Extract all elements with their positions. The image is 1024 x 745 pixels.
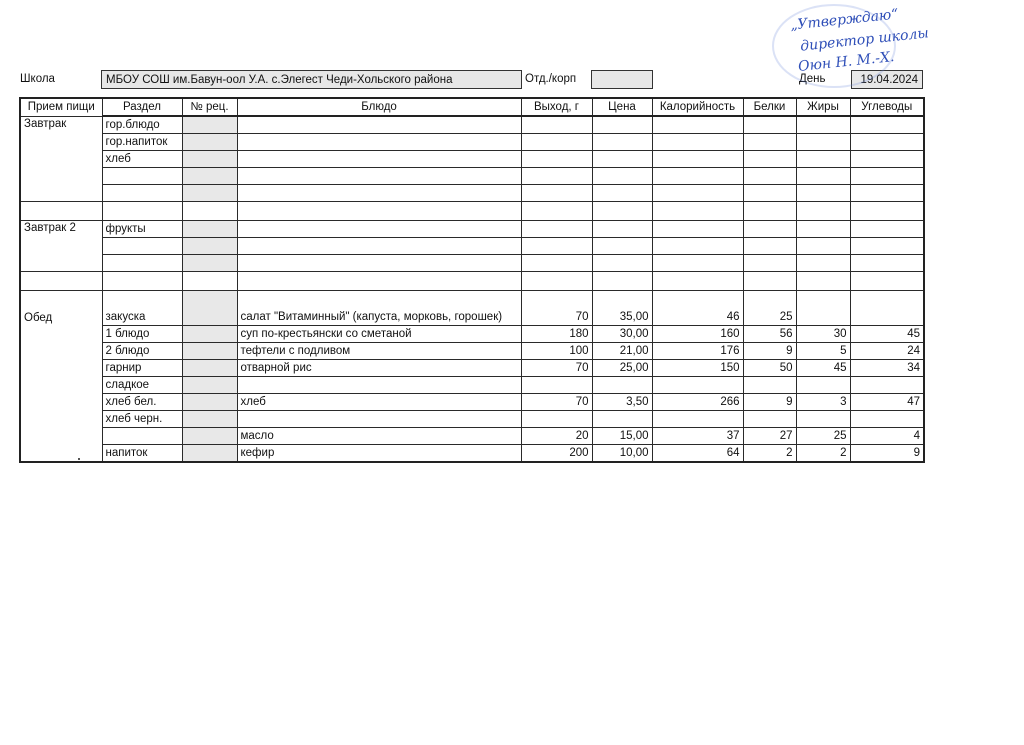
- protein-cell: 9: [743, 394, 796, 411]
- section-cell: 2 блюдо: [102, 343, 182, 360]
- section-cell: хлеб: [102, 151, 182, 168]
- table-row: [20, 168, 924, 185]
- weight-cell: 200: [521, 445, 592, 463]
- protein-cell: 25: [743, 291, 796, 326]
- table-row: [20, 428, 924, 445]
- col-meal: Прием пищи: [20, 98, 102, 116]
- protein-cell: 50: [743, 360, 796, 377]
- col-carbs: Углеводы: [850, 98, 924, 116]
- price-cell: 15,00: [592, 428, 652, 445]
- col-recipe: № рец.: [182, 98, 237, 116]
- carbs-cell: [850, 291, 924, 326]
- dish-cell: масло: [237, 428, 521, 445]
- fat-cell: 45: [796, 360, 850, 377]
- school-label: Школа: [20, 73, 55, 85]
- carbs-cell: 45: [850, 326, 924, 343]
- col-dish: Блюдо: [237, 98, 521, 116]
- meal-name: Завтрак: [20, 116, 102, 134]
- fat-cell: 25: [796, 428, 850, 445]
- kcal-cell: 150: [652, 360, 743, 377]
- section-cell: гор.напиток: [102, 134, 182, 151]
- section-cell: закуска: [102, 291, 182, 326]
- dept-field: [591, 70, 653, 89]
- table-row: [20, 291, 924, 326]
- dish-cell: тефтели с подливом: [237, 343, 521, 360]
- kcal-cell: 266: [652, 394, 743, 411]
- meal-name: Завтрак 2: [20, 221, 102, 238]
- col-weight: Выход, г: [521, 98, 592, 116]
- section-cell: напиток: [102, 445, 182, 463]
- meal-name: Обед: [20, 291, 102, 326]
- table-row: [20, 326, 924, 343]
- carbs-cell: 47: [850, 394, 924, 411]
- table-row: [20, 445, 924, 463]
- dish-cell: отварной рис: [237, 360, 521, 377]
- price-cell: 30,00: [592, 326, 652, 343]
- col-kcal: Калорийность: [652, 98, 743, 116]
- approval-signature: „Утверждаю“ директор школы Оюн Н. М.-Х.: [770, 4, 1020, 88]
- table-row: [20, 151, 924, 168]
- section-cell: хлеб бел.: [102, 394, 182, 411]
- kcal-cell: 64: [652, 445, 743, 463]
- weight-cell: 70: [521, 360, 592, 377]
- section-cell: сладкое: [102, 377, 182, 394]
- school-name-field: МБОУ СОШ им.Бавун-оол У.А. с.Элегест Чеди-Хольского района: [101, 70, 522, 89]
- day-label: День: [799, 73, 826, 85]
- kcal-cell: 176: [652, 343, 743, 360]
- fat-cell: 2: [796, 445, 850, 463]
- fat-cell: 5: [796, 343, 850, 360]
- col-section: Раздел: [102, 98, 182, 116]
- protein-cell: 27: [743, 428, 796, 445]
- table-row: [20, 238, 924, 255]
- section-cell: гор.блюдо: [102, 116, 182, 134]
- price-cell: 10,00: [592, 445, 652, 463]
- table-row: [20, 360, 924, 377]
- section-cell: гарнир: [102, 360, 182, 377]
- table-row: [20, 134, 924, 151]
- carbs-cell: 34: [850, 360, 924, 377]
- menu-table: [19, 97, 925, 463]
- day-field: 19.04.2024: [851, 70, 923, 89]
- section-cell: хлеб черн.: [102, 411, 182, 428]
- price-cell: 3,50: [592, 394, 652, 411]
- carbs-cell: 24: [850, 343, 924, 360]
- col-price: Цена: [592, 98, 652, 116]
- carbs-cell: 9: [850, 445, 924, 463]
- dish-cell: кефир: [237, 445, 521, 463]
- table-row: [20, 221, 924, 238]
- table-row: [20, 116, 924, 134]
- dish-cell: хлеб: [237, 394, 521, 411]
- weight-cell: 70: [521, 394, 592, 411]
- protein-cell: 9: [743, 343, 796, 360]
- table-header-row: [20, 98, 924, 116]
- table-row: [20, 272, 924, 291]
- section-cell: фрукты: [102, 221, 182, 238]
- table-row: [20, 202, 924, 221]
- dept-label: Отд./корп: [525, 73, 577, 85]
- price-cell: 21,00: [592, 343, 652, 360]
- fat-cell: [796, 291, 850, 326]
- table-row: [20, 255, 924, 272]
- weight-cell: 180: [521, 326, 592, 343]
- dish-cell: суп по-крестьянски со сметаной: [237, 326, 521, 343]
- weight-cell: 70: [521, 291, 592, 326]
- table-row: [20, 394, 924, 411]
- weight-cell: 100: [521, 343, 592, 360]
- price-cell: 25,00: [592, 360, 652, 377]
- table-row: [20, 411, 924, 428]
- price-cell: 35,00: [592, 291, 652, 326]
- dish-cell: салат "Витаминный" (капуста, морковь, горошек): [237, 291, 521, 326]
- fat-cell: 30: [796, 326, 850, 343]
- section-cell: 1 блюдо: [102, 326, 182, 343]
- fat-cell: 3: [796, 394, 850, 411]
- col-fat: Жиры: [796, 98, 850, 116]
- table-row: [20, 343, 924, 360]
- col-protein: Белки: [743, 98, 796, 116]
- scan-speck: [78, 458, 80, 460]
- carbs-cell: 4: [850, 428, 924, 445]
- table-row: [20, 185, 924, 202]
- kcal-cell: 37: [652, 428, 743, 445]
- table-row: [20, 377, 924, 394]
- protein-cell: 2: [743, 445, 796, 463]
- kcal-cell: 160: [652, 326, 743, 343]
- protein-cell: 56: [743, 326, 796, 343]
- weight-cell: 20: [521, 428, 592, 445]
- kcal-cell: 46: [652, 291, 743, 326]
